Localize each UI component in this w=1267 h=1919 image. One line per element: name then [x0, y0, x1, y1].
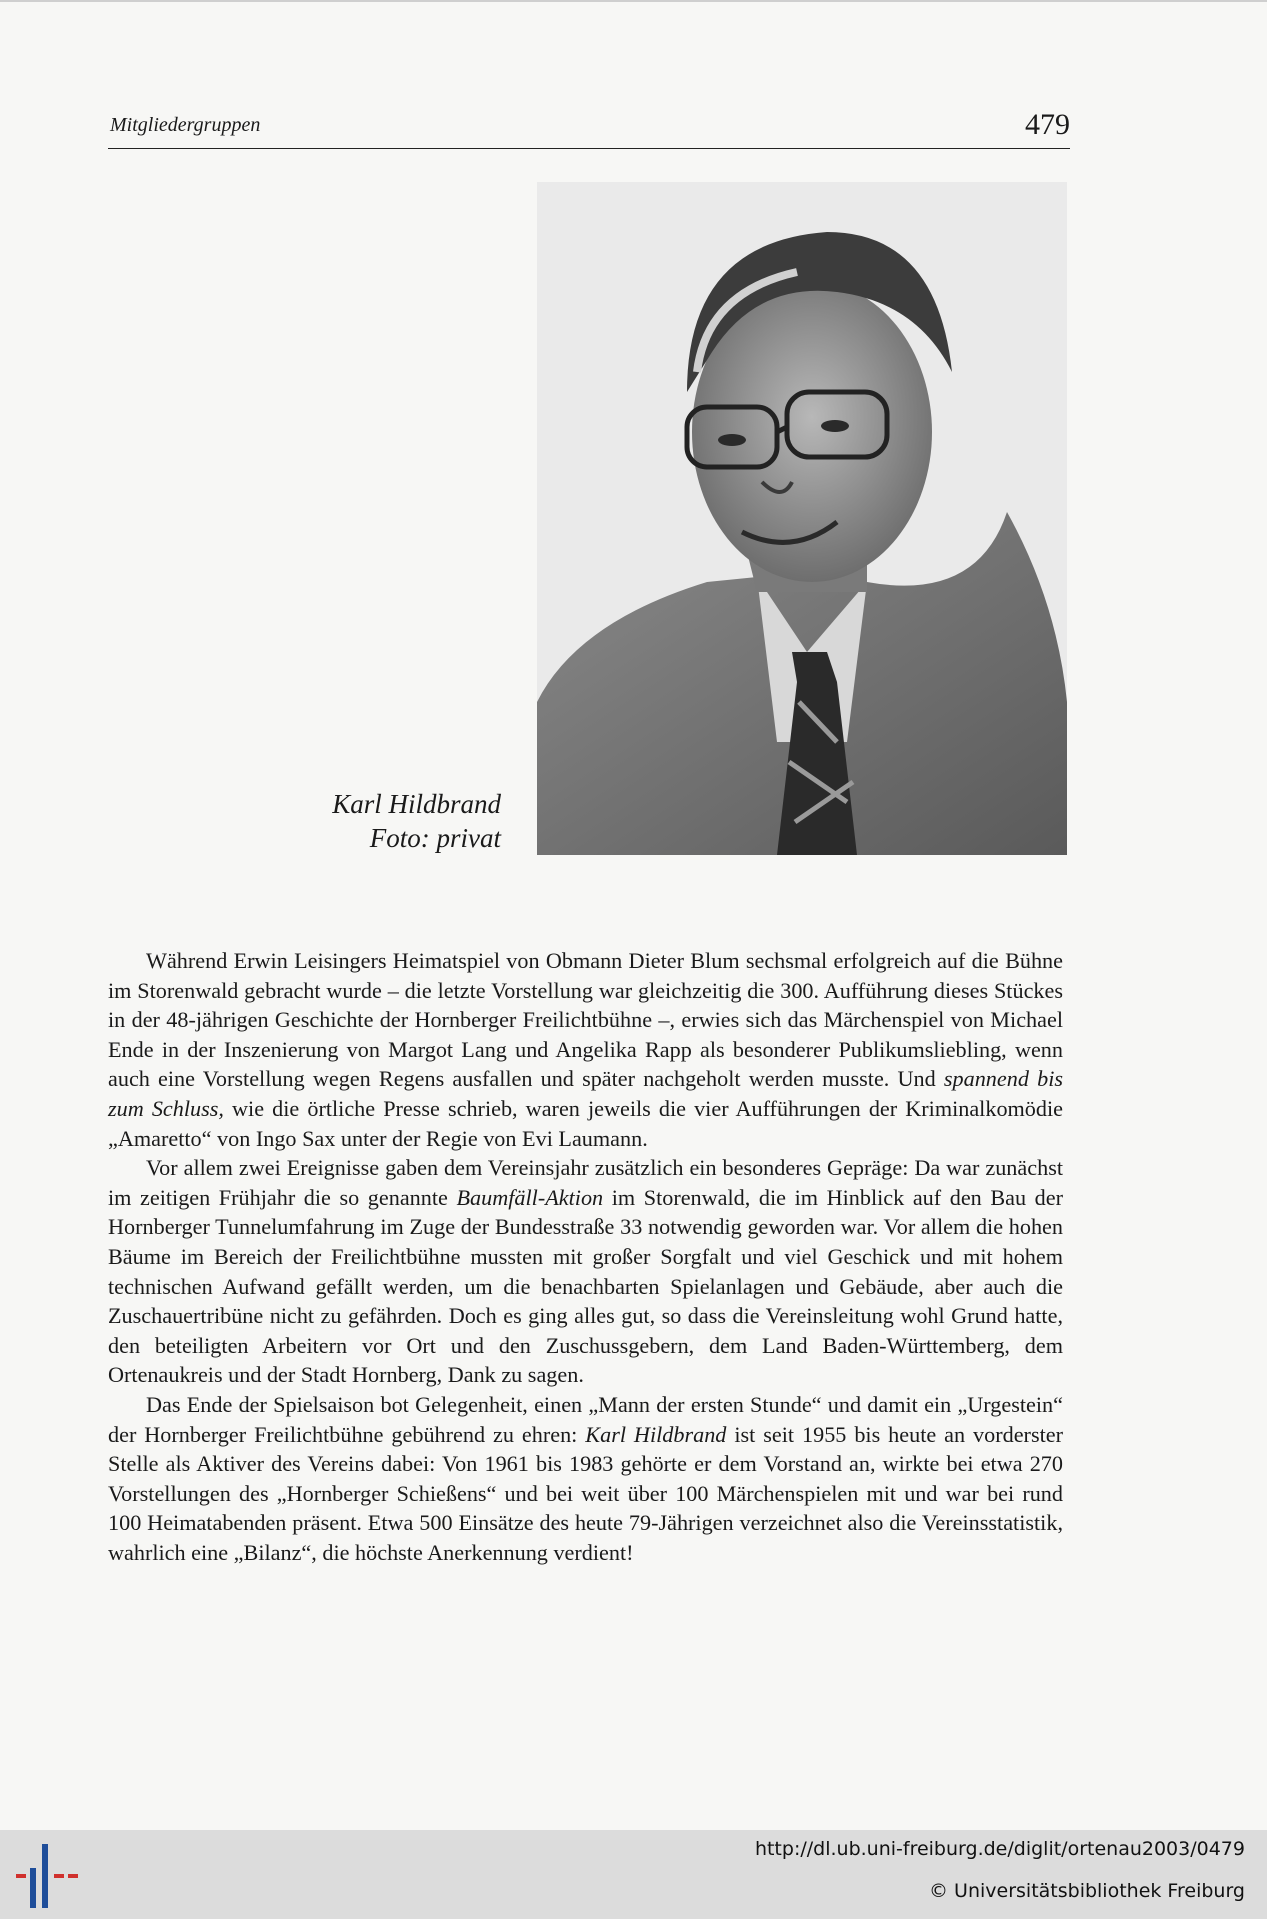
paragraph-3-text-a: Das Ende der Spielsaison bot Gelegenheit, einen „Mann der ersten Stunde“ und damit ein „Urgestein“ der Hornberger Freilichtbühne gebührend zu ehren:: [108, 1391, 1063, 1447]
caption-credit: Foto: privat: [369, 823, 501, 853]
page-number: 479: [1025, 108, 1070, 141]
photo-caption: [332, 787, 501, 855]
paragraph-3-emphasis: Karl Hildbrand: [585, 1421, 727, 1447]
paragraph-1: [108, 946, 1063, 1153]
portrait-photo: [537, 182, 1067, 855]
paragraph-1-emphasis: spannend bis zum Schluss,: [108, 1066, 1063, 1121]
portrait-illustration: [537, 182, 1067, 855]
library-logo-icon: [16, 1838, 78, 1910]
footer-permalink[interactable]: http://dl.ub.uni-freiburg.de/diglit/ortenau2003/0479: [754, 1838, 1245, 1860]
running-head: [108, 108, 1070, 149]
paragraph-2: [108, 1153, 1063, 1390]
paragraph-2-emphasis: Baumfäll-Aktion: [456, 1184, 604, 1210]
top-border: [0, 0, 1267, 2]
paragraph-1-text-a: Während Erwin Leisingers Heimatspiel von Obmann Dieter Blum sechsmal erfolgreich auf die Bühne im Storenwald gebracht wurde – die letzte Vorstellung war gleichzeitig die 300. Aufführung dieses Stückes in der 48-jährigen Geschichte der Hornberger Freilichtbühne –, erwies sich das Märchenspiel von Michael Ende in der Inszenierung von Margot Lang und Angelika Rapp als besonderer Publikumsliebling, wenn auch eine Vorstellung wegen Regens ausfallen und später nachgeholt werden musste. Und: [108, 948, 1063, 1092]
paragraph-3: [108, 1390, 1063, 1568]
paragraph-2-text-a: Vor allem zwei Ereignisse gaben dem Vereinsjahr zusätzlich ein besonderes Gepräge: Da war zunächst im zeitigen Frühjahr die so genannte: [108, 1155, 1063, 1210]
article-body: [108, 946, 1063, 1567]
paragraph-3-text-b: ist seit 1955 bis heute an vorderster Stelle als Aktiver des Vereins dabei: Von 1961 bis 1983 gehörte er dem Vorstand an, wirkte bei etwa 270 Vorstellungen des „Hornberger Schießens“ und bei weit über 100 Märchenspielen mit und war bei rund 100 Heimatabenden präsent. Etwa 500 Einsätze des heute 79-Jährigen verzeichnet also die Vereinsstatistik, wahrlich eine „Bilanz“, die höchste Anerkennung verdient!: [108, 1421, 1063, 1565]
paragraph-1-text-b: wie die örtliche Presse schrieb, waren jeweils die vier Aufführungen der Kriminalkomödie „Amaretto“ von Ingo Sax unter der Regie von Evi Laumann.: [108, 1095, 1063, 1151]
running-title: Mitgliedergruppen: [110, 114, 261, 136]
paragraph-2-text-b: im Storenwald, die im Hinblick auf den Bau der Hornberger Tunnelumfahrung im Zuge der Bundesstraße 33 notwendig geworden war. Vor allem die hohen Bäume im Bereich der Freilichtbühne mussten mit großer Sorgfalt und viel Geschick und mit hohem technischen Aufwand gefällt werden, um die benachbarten Spielanlagen und Gebäude, aber auch die Zuschauertribüne nicht zu gefährden. Doch es ging alles gut, so dass die Vereinsleitung wohl Grund hatte, den beteiligten Arbeitern vor Ort und den Zuschussgebern, dem Land Baden-Württemberg, dem Ortenaukreis und der Stadt Hornberg, Dank zu sagen.: [108, 1184, 1063, 1388]
caption-name: Karl Hildbrand: [332, 789, 501, 819]
footer-copyright: © Universitätsbibliothek Freiburg: [929, 1880, 1245, 1902]
